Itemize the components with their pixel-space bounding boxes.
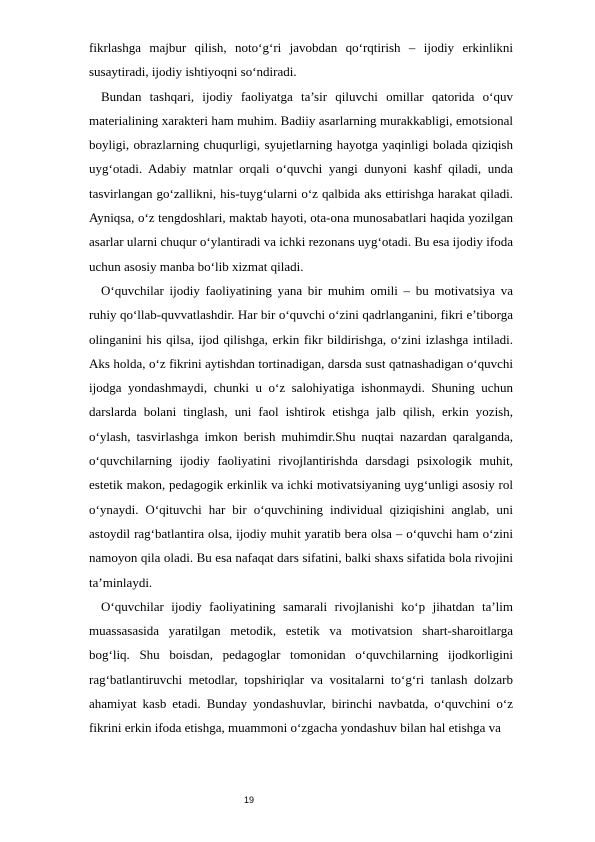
- paragraph-material-character: Bundan tashqari, ijodiy faoliyatga ta’sir qiluvchi omillar qatorida o‘quv materialining xarakteri ham muhim. Badiiy asarlarning murakkabligi, emotsional boyligi, obrazlarning chuqurligi, syujetlarning hayotga yaqinligi bolada qiziqish uyg‘otadi. Adabiy matnlar orqali o‘quvchi yangi dunyoni kashf qiladi, unda tasvirlangan go‘zallikni, his-tuyg‘ularni o‘z qalbida aks ettirishga harakat qiladi. Ayniqsa, o‘z tengdoshlari, maktab hayoti, ota-ona munosabatlari haqida yozilgan asarlar ularni chuqur o‘ylantiradi va ichki rezonans uyg‘otadi. Bu esa ijodiy ifoda uchun asosiy manba bo‘lib xizmat qiladi.: [89, 88, 513, 274]
- page-number: 19: [244, 795, 255, 805]
- paragraph-motivation: O‘quvchilar ijodiy faoliyatining yana bir muhim omili – bu motivatsiya va ruhiy qo‘llab-quvvatlashdir. Har bir o‘quvchi o‘zini qadrlanganini, fikri e’tiborga olinganini his qilsa, ijod qilishga, erkin fikr bildirishga, o‘zini izlashga intiladi. Aks holda, o‘z fikrini aytishdan tortinadigan, darsda sust qatnashadigan o‘quvchi ijodga yondashmaydi, chunki u o‘z salohiyatiga ishonmaydi. Shuning uchun darslarda bolani tinglash, uni faol ishtirok etishga jalb qilish, erkin yozish, o‘ylash, tasvirlashga imkon berish muhimdir.Shu nuqtai nazardan qaralganda, o‘quvchilarning ijodiy faoliyatini rivojlantirishda darsdagi psixologik muhit, estetik makon, pedagogik erkinlik va ichki motivatsiyaning uyg‘unligi asosiy rol o‘ynaydi. O‘qituvchi har bir o‘quvchining individual qiziqishini anglab, uni astoydil rag‘batlantira olsa, ijodiy muhit yaratib bera olsa – o‘quvchi ham o‘zini namoyon qila oladi. Bu esa nafaqat dars sifatini, balki shaxs sifatida bola rivojini ta’minlaydi.: [89, 282, 513, 590]
- body-text: [89, 36, 513, 741]
- paragraph-conditions: O‘quvchilar ijodiy faoliyatining samarali rivojlanishi ko‘p jihatdan ta’lim muassasasida yaratilgan metodik, estetik va motivatsion shart-sharoitlarga bog‘liq. Shu boisdan, pedagoglar tomonidan o‘quvchilarning ijodkorligini rag‘batlantiruvchi metodlar, topshiriqlar va vositalarni to‘g‘ri tanlash dolzarb ahamiyat kasb etadi. Bunday yondashuvlar, birinchi navbatda, o‘quvchini o‘z fikrini erkin ifoda etishga, muammoni o‘zgacha yondashuv bilan hal etishga va: [89, 598, 513, 736]
- paragraph-continuation: fikrlashga majbur qilish, noto‘g‘ri javobdan qo‘rqtirish – ijodiy erkinlikni susaytiradi, ijodiy ishtiyoqni so‘ndiradi.: [89, 40, 513, 80]
